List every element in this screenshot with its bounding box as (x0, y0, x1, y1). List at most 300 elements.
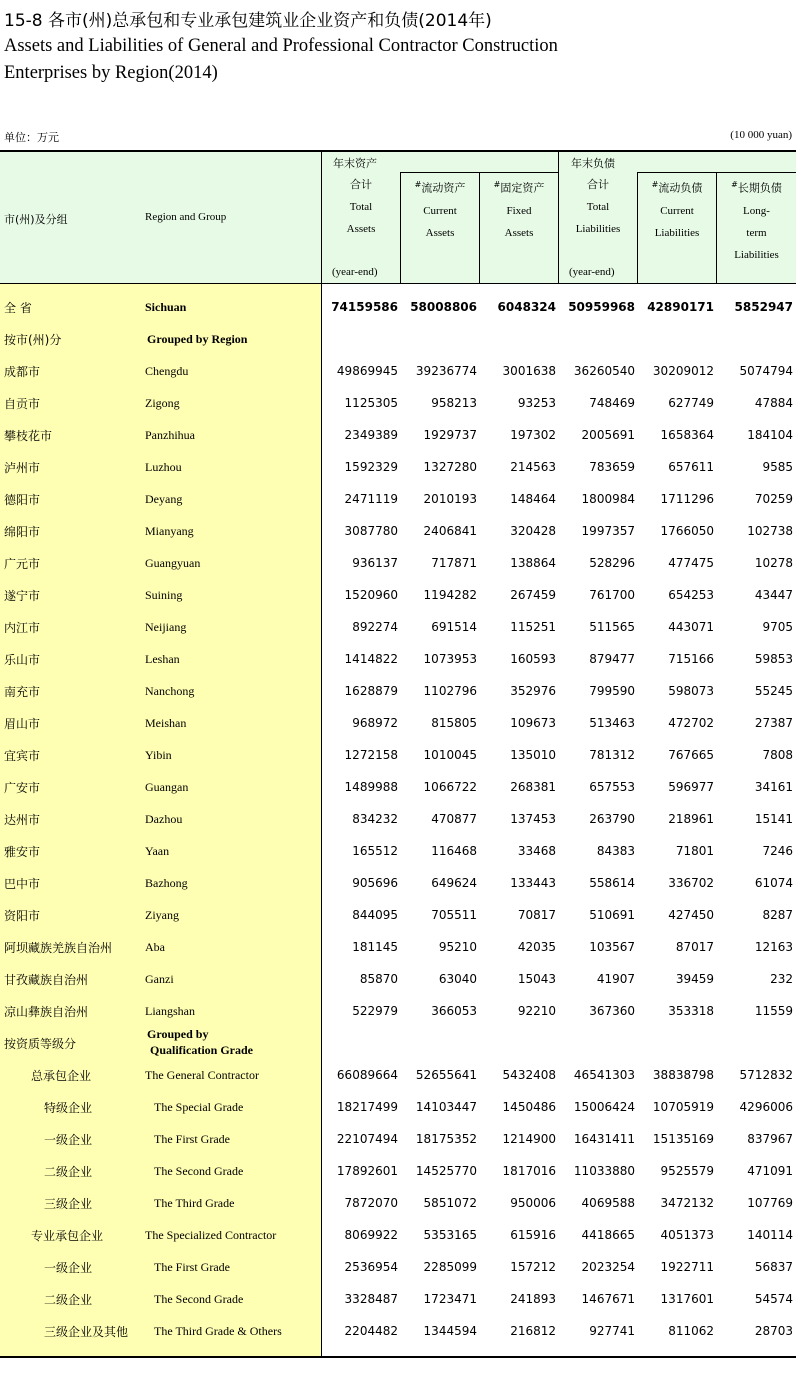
column-header (638, 174, 716, 244)
value-cell: 715166 (668, 652, 714, 666)
value-cell: 691514 (431, 620, 477, 634)
value-cell: 1628879 (344, 684, 398, 698)
row-label-zh: 巴中市 (4, 877, 41, 891)
table-top-rule (0, 150, 796, 152)
table-row (0, 386, 796, 418)
page-title-en-line2: Enterprises by Region(2014) (4, 63, 218, 83)
value-cell: 184104 (747, 428, 793, 442)
value-cell: 320428 (510, 524, 556, 538)
value-cell: 1711296 (660, 492, 714, 506)
row-label-en: Dazhou (145, 812, 183, 826)
value-cell: 352976 (510, 684, 556, 698)
value-cell: 4069588 (581, 1196, 635, 1210)
row-label-en: Aba (145, 940, 165, 954)
value-cell: 2285099 (423, 1260, 477, 1274)
value-cell: 93253 (517, 396, 556, 410)
row-label-en: The Second Grade (154, 1292, 244, 1306)
table-row (0, 738, 796, 770)
value-cell: 657611 (668, 460, 714, 474)
value-cell: 7808 (762, 748, 793, 762)
value-cell: 59853 (754, 652, 793, 666)
value-cell: 135010 (510, 748, 556, 762)
column-header-en: Total (349, 201, 373, 213)
row-label-en: Suining (145, 588, 183, 602)
value-cell: 157212 (510, 1260, 556, 1274)
value-cell: 9705 (762, 620, 793, 634)
column-header-zh (559, 174, 637, 196)
row-label-zh: 达州市 (4, 813, 41, 827)
value-cell: 1073953 (423, 652, 477, 666)
value-cell: 63040 (438, 972, 477, 986)
row-label-zh: 德阳市 (4, 493, 41, 507)
row-label-en: Yaan (145, 844, 170, 858)
row-label-en: Liangshan (145, 1004, 195, 1018)
value-cell: 84383 (596, 844, 635, 858)
value-cell: 837967 (747, 1132, 793, 1146)
value-cell: 18175352 (415, 1132, 477, 1146)
value-cell: 1766050 (660, 524, 714, 538)
value-cell: 767665 (668, 748, 714, 762)
value-cell: 4296006 (739, 1100, 793, 1114)
row-label-en: The Special Grade (154, 1100, 244, 1114)
value-cell: 14525770 (415, 1164, 477, 1178)
value-cell: 43447 (754, 588, 793, 602)
value-cell: 927741 (589, 1324, 635, 1338)
value-cell: 39459 (675, 972, 714, 986)
value-cell: 1592329 (344, 460, 398, 474)
header-mark: # (731, 180, 738, 189)
table-row (0, 290, 796, 322)
value-cell: 27387 (754, 716, 793, 730)
value-cell: 2005691 (581, 428, 635, 442)
row-label-en-line: Qualification Grade (150, 1043, 253, 1057)
value-cell: 472702 (668, 716, 714, 730)
column-header-en: Assets (425, 226, 455, 239)
table-row (0, 1154, 796, 1186)
value-cell: 232 (770, 972, 793, 986)
column-header-zh-text: 流动负债 (658, 181, 703, 195)
value-cell: 471091 (747, 1164, 793, 1178)
value-cell: 968972 (352, 716, 398, 730)
value-cell: 1414822 (344, 652, 398, 666)
value-cell: 2349389 (344, 428, 398, 442)
row-label-zh: 遂宁市 (4, 589, 41, 603)
column-header-en: Assets (504, 226, 534, 239)
value-cell: 353318 (668, 1004, 714, 1018)
row-label-zh: 二级企业 (44, 1293, 93, 1307)
column-header-en: Liabilities (734, 248, 779, 261)
row-label-en: Ziyang (145, 908, 179, 922)
table-row (0, 418, 796, 450)
row-label-zh: 泸州市 (4, 461, 41, 475)
row-label-zh: 凉山彝族自治州 (4, 1005, 89, 1019)
row-label-zh: 自贡市 (4, 397, 41, 411)
value-cell: 649624 (431, 876, 477, 890)
value-cell: 1489988 (344, 780, 398, 794)
value-cell: 138864 (510, 556, 556, 570)
column-header (717, 174, 796, 266)
value-cell: 148464 (510, 492, 556, 506)
value-cell: 1344594 (423, 1324, 477, 1338)
value-cell: 109673 (510, 716, 556, 730)
value-cell: 811062 (668, 1324, 714, 1338)
value-cell: 95210 (438, 940, 477, 954)
column-header-zh-text: 合计 (350, 178, 372, 191)
value-cell: 181145 (352, 940, 398, 954)
value-cell: 11559 (754, 1004, 793, 1018)
value-cell: 216812 (510, 1324, 556, 1338)
value-cell: 1010045 (423, 748, 477, 762)
value-cell: 17892601 (336, 1164, 398, 1178)
table-row (0, 322, 796, 354)
value-cell: 748469 (589, 396, 635, 410)
table-row (0, 930, 796, 962)
header-liab-group: 年末负债 (571, 157, 615, 170)
column-header (401, 174, 479, 244)
value-cell: 263790 (589, 812, 635, 826)
row-label-zh: 特级企业 (44, 1101, 93, 1115)
value-cell: 9525579 (660, 1164, 714, 1178)
row-label-en: Yibin (145, 748, 172, 762)
value-cell: 528296 (589, 556, 635, 570)
table-row (0, 546, 796, 578)
column-header (480, 174, 558, 244)
header-region-en: Region and Group (145, 211, 227, 223)
value-cell: 3328487 (344, 1292, 398, 1306)
table-row (0, 1186, 796, 1218)
value-cell: 3001638 (502, 364, 556, 378)
column-header-zh-text: 流动资产 (421, 181, 466, 195)
value-cell: 42035 (517, 940, 556, 954)
table-row (0, 802, 796, 834)
header-region-zh: 市(州)及分组 (4, 213, 68, 226)
value-cell: 1997357 (581, 524, 635, 538)
table-row (0, 962, 796, 994)
value-cell: 4051373 (660, 1228, 714, 1242)
value-cell: 10278 (754, 556, 793, 570)
value-cell: 165512 (352, 844, 398, 858)
row-label-en: Luzhou (145, 460, 182, 474)
value-cell: 879477 (589, 652, 635, 666)
column-header-zh (638, 174, 716, 200)
value-cell: 15006424 (573, 1100, 635, 1114)
value-cell: 55245 (754, 684, 793, 698)
value-cell: 2204482 (344, 1324, 398, 1338)
column-header-en: Current (423, 204, 457, 217)
value-cell: 47884 (754, 396, 793, 410)
row-label-en: The First Grade (154, 1260, 230, 1274)
value-cell: 1066722 (423, 780, 477, 794)
column-header (322, 174, 400, 240)
column-header (559, 174, 637, 240)
value-cell: 140114 (747, 1228, 793, 1242)
value-cell: 8287 (762, 908, 793, 922)
value-cell: 834232 (352, 812, 398, 826)
table-row (0, 1250, 796, 1282)
row-label-zh: 全 省 (4, 301, 32, 315)
table-row (0, 1122, 796, 1154)
value-cell: 654253 (668, 588, 714, 602)
value-cell: 6048324 (497, 300, 556, 314)
value-cell: 936137 (352, 556, 398, 570)
row-label-en: The Third Grade (154, 1196, 235, 1210)
value-cell: 18217499 (336, 1100, 398, 1114)
column-header-en: Assets (346, 223, 376, 235)
value-cell: 66089664 (336, 1068, 398, 1082)
row-label-en: Grouped by Region (147, 332, 248, 346)
value-cell: 815805 (431, 716, 477, 730)
value-cell: 799590 (589, 684, 635, 698)
row-label-en: Guangan (145, 780, 189, 794)
value-cell: 70817 (517, 908, 556, 922)
value-cell: 366053 (431, 1004, 477, 1018)
value-cell: 46541303 (573, 1068, 635, 1082)
value-cell: 443071 (668, 620, 714, 634)
column-header-en: Long- (743, 204, 770, 217)
value-cell: 9585 (762, 460, 793, 474)
row-label-en: Panzhihua (145, 428, 195, 442)
column-header-en: Fixed (506, 204, 532, 217)
value-cell: 3472132 (660, 1196, 714, 1210)
value-cell: 16431411 (573, 1132, 635, 1146)
column-header-en: Liabilities (575, 223, 621, 235)
table-row (0, 610, 796, 642)
table-row (0, 642, 796, 674)
row-label-zh: 广元市 (4, 557, 41, 571)
value-cell: 1658364 (660, 428, 714, 442)
row-label-en: The Specialized Contractor (145, 1228, 277, 1242)
value-cell: 1214900 (502, 1132, 556, 1146)
value-cell: 1723471 (423, 1292, 477, 1306)
table-row (0, 770, 796, 802)
value-cell: 214563 (510, 460, 556, 474)
table-row (0, 1218, 796, 1250)
header-mark: # (651, 180, 659, 189)
header-mark: # (414, 180, 422, 189)
value-cell: 3087780 (344, 524, 398, 538)
value-cell: 844095 (352, 908, 398, 922)
column-header-en: Current (660, 204, 694, 217)
table-row (0, 482, 796, 514)
value-cell: 2471119 (344, 492, 398, 506)
value-cell: 7246 (762, 844, 793, 858)
value-cell: 2023254 (581, 1260, 635, 1274)
value-cell: 74159586 (331, 300, 398, 314)
table-row (0, 674, 796, 706)
row-label-zh: 攀枝花市 (4, 429, 53, 443)
value-cell: 2536954 (344, 1260, 398, 1274)
value-cell: 34161 (754, 780, 793, 794)
row-label-en: Guangyuan (145, 556, 201, 570)
column-header-zh-text: 长期负债 (737, 181, 782, 195)
value-cell: 558614 (589, 876, 635, 890)
value-cell: 12163 (754, 940, 793, 954)
table-row (0, 1090, 796, 1122)
value-cell: 1125305 (344, 396, 398, 410)
value-cell: 85870 (359, 972, 398, 986)
value-cell: 470877 (431, 812, 477, 826)
row-label-zh: 甘孜藏族自治州 (4, 973, 89, 987)
value-cell: 22107494 (336, 1132, 398, 1146)
value-cell: 717871 (431, 556, 477, 570)
value-cell: 49869945 (336, 364, 398, 378)
header-bottom-rule (0, 283, 796, 284)
value-cell: 598073 (668, 684, 714, 698)
value-cell: 116468 (431, 844, 477, 858)
value-cell: 241893 (510, 1292, 556, 1306)
value-cell: 781312 (589, 748, 635, 762)
unit-label-zh: 单位：万元 (4, 131, 59, 144)
row-label-zh: 成都市 (4, 365, 41, 379)
value-cell: 267459 (510, 588, 556, 602)
value-cell: 15135169 (652, 1132, 714, 1146)
value-cell: 28703 (754, 1324, 793, 1338)
value-cell: 5851072 (423, 1196, 477, 1210)
column-header-zh (717, 174, 796, 200)
value-cell: 1929737 (423, 428, 477, 442)
value-cell: 103567 (589, 940, 635, 954)
value-cell: 596977 (668, 780, 714, 794)
value-cell: 905696 (352, 876, 398, 890)
value-cell: 1317601 (660, 1292, 714, 1306)
value-cell: 1327280 (423, 460, 477, 474)
value-cell: 70259 (754, 492, 793, 506)
value-cell: 4418665 (581, 1228, 635, 1242)
value-cell: 102738 (747, 524, 793, 538)
value-cell: 1800984 (581, 492, 635, 506)
value-cell: 950006 (510, 1196, 556, 1210)
value-cell: 367360 (589, 1004, 635, 1018)
row-label-zh: 内江市 (4, 621, 41, 635)
value-cell: 761700 (589, 588, 635, 602)
value-cell: 218961 (668, 812, 714, 826)
row-label-en: Neijiang (145, 620, 187, 634)
table-row (0, 898, 796, 930)
value-cell: 2010193 (423, 492, 477, 506)
value-cell: 8069922 (344, 1228, 398, 1242)
column-header-zh (480, 174, 558, 200)
table-row (0, 1282, 796, 1314)
row-label-en: The First Grade (154, 1132, 230, 1146)
value-cell: 1922711 (660, 1260, 714, 1274)
value-cell: 5432408 (502, 1068, 556, 1082)
value-cell: 52655641 (415, 1068, 477, 1082)
table-row (0, 1058, 796, 1090)
row-label-zh: 南充市 (4, 685, 41, 699)
column-header-zh (401, 174, 479, 200)
row-label-zh: 乐山市 (4, 653, 41, 667)
row-label-zh: 宜宾市 (4, 749, 41, 763)
value-cell: 36260540 (573, 364, 635, 378)
table-row (0, 1314, 796, 1346)
row-label-zh: 总承包企业 (31, 1069, 92, 1083)
row-label-en: Mianyang (145, 524, 194, 538)
row-label-en: The Second Grade (154, 1164, 244, 1178)
row-label-en-line: Grouped by (147, 1027, 209, 1041)
value-cell: 11033880 (573, 1164, 635, 1178)
value-cell: 15043 (517, 972, 556, 986)
row-label-zh: 眉山市 (4, 717, 41, 731)
row-label-zh: 按资质等级分 (4, 1037, 77, 1051)
column-header-en: term (746, 226, 767, 239)
table-row (0, 1026, 796, 1058)
value-cell: 54574 (754, 1292, 793, 1306)
value-cell: 627749 (668, 396, 714, 410)
row-label-en: Chengdu (145, 364, 189, 378)
value-cell: 107769 (747, 1196, 793, 1210)
row-label-zh: 一级企业 (44, 1133, 93, 1147)
table-row (0, 578, 796, 610)
value-cell: 892274 (352, 620, 398, 634)
row-label-en: Sichuan (145, 300, 187, 314)
value-cell: 50959968 (568, 300, 635, 314)
row-label-zh: 一级企业 (44, 1261, 93, 1275)
value-cell: 427450 (668, 908, 714, 922)
row-label-en: Bazhong (145, 876, 188, 890)
value-cell: 42890171 (647, 300, 714, 314)
value-cell: 15141 (754, 812, 793, 826)
value-cell: 5074794 (739, 364, 793, 378)
value-cell: 5852947 (734, 300, 793, 314)
row-label-zh: 阿坝藏族羌族自治州 (4, 941, 113, 955)
value-cell: 41907 (596, 972, 635, 986)
row-label-zh: 三级企业及其他 (44, 1325, 129, 1339)
value-cell: 39236774 (415, 364, 477, 378)
table-row (0, 354, 796, 386)
row-label-en: The General Contractor (145, 1068, 259, 1082)
value-cell: 14103447 (415, 1100, 477, 1114)
page-title-zh: 15-8 各市(州)总承包和专业承包建筑业企业资产和负债(2014年) (4, 11, 492, 31)
value-cell: 477475 (668, 556, 714, 570)
row-label-zh: 绵阳市 (4, 525, 41, 539)
row-label-zh: 二级企业 (44, 1165, 93, 1179)
value-cell: 38838798 (652, 1068, 714, 1082)
value-cell: 1450486 (502, 1100, 556, 1114)
row-label-en: Ganzi (145, 972, 174, 986)
row-label-en: Meishan (145, 716, 187, 730)
row-label-en (147, 1026, 253, 1058)
table-row (0, 706, 796, 738)
value-cell: 56837 (754, 1260, 793, 1274)
value-cell: 87017 (675, 940, 714, 954)
value-cell: 137453 (510, 812, 556, 826)
table-row (0, 514, 796, 546)
value-cell: 783659 (589, 460, 635, 474)
row-label-en: Deyang (145, 492, 183, 506)
unit-label-en: (10 000 yuan) (730, 129, 792, 141)
value-cell: 33468 (517, 844, 556, 858)
value-cell: 1520960 (344, 588, 398, 602)
value-cell: 1817016 (502, 1164, 556, 1178)
column-header-note: (year-end) (332, 266, 378, 278)
value-cell: 1194282 (423, 588, 477, 602)
row-label-en: Nanchong (145, 684, 195, 698)
column-header-en: Liabilities (654, 226, 700, 239)
value-cell: 657553 (589, 780, 635, 794)
value-cell: 268381 (510, 780, 556, 794)
value-cell: 513463 (589, 716, 635, 730)
value-cell: 1272158 (344, 748, 398, 762)
value-cell: 5353165 (423, 1228, 477, 1242)
table-row (0, 450, 796, 482)
value-cell: 7872070 (344, 1196, 398, 1210)
value-cell: 510691 (589, 908, 635, 922)
value-cell: 133443 (510, 876, 556, 890)
value-cell: 5712832 (739, 1068, 793, 1082)
value-cell: 522979 (352, 1004, 398, 1018)
header-mark: # (493, 180, 501, 189)
header-assets-group: 年末资产 (333, 157, 377, 170)
